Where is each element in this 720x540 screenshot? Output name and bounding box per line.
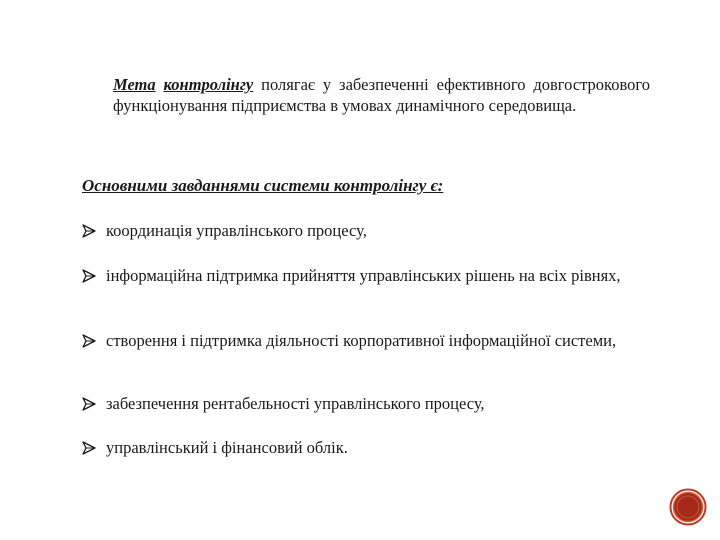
list-item-text: інформаційна підтримка прийняття управлінських рішень на всіх рівнях, — [106, 266, 621, 285]
list-item — [82, 265, 622, 286]
list-item-text: створення і підтримка діяльності корпоративної інформаційної системи, — [106, 331, 617, 350]
intro-term-goal: Мета — [113, 75, 156, 94]
list-item-text: координація управлінського процесу, — [106, 221, 367, 240]
list-item — [82, 220, 622, 241]
tasks-heading: Основними завданнями системи контролінгу є: — [82, 176, 444, 195]
intro-term-controlling: контролінгу — [163, 75, 254, 94]
arrow-bullet-icon — [82, 269, 96, 283]
intro-text: полягає у забезпеченні ефективного довгострокового функціонування підприємства в умовах динамічного середовища. — [113, 75, 651, 115]
slide-nav-circle-icon[interactable] — [669, 488, 707, 526]
intro-paragraph — [113, 74, 650, 116]
list-item — [82, 437, 622, 458]
arrow-bullet-icon — [82, 224, 96, 238]
arrow-bullet-icon — [82, 334, 96, 348]
list-item-text: управлінський і фінансовий облік. — [106, 438, 348, 457]
arrow-bullet-icon — [82, 441, 96, 455]
list-item — [82, 330, 622, 351]
list-item — [82, 393, 622, 414]
arrow-bullet-icon — [82, 397, 96, 411]
list-item-text: забезпечення рентабельності управлінського процесу, — [106, 394, 485, 413]
